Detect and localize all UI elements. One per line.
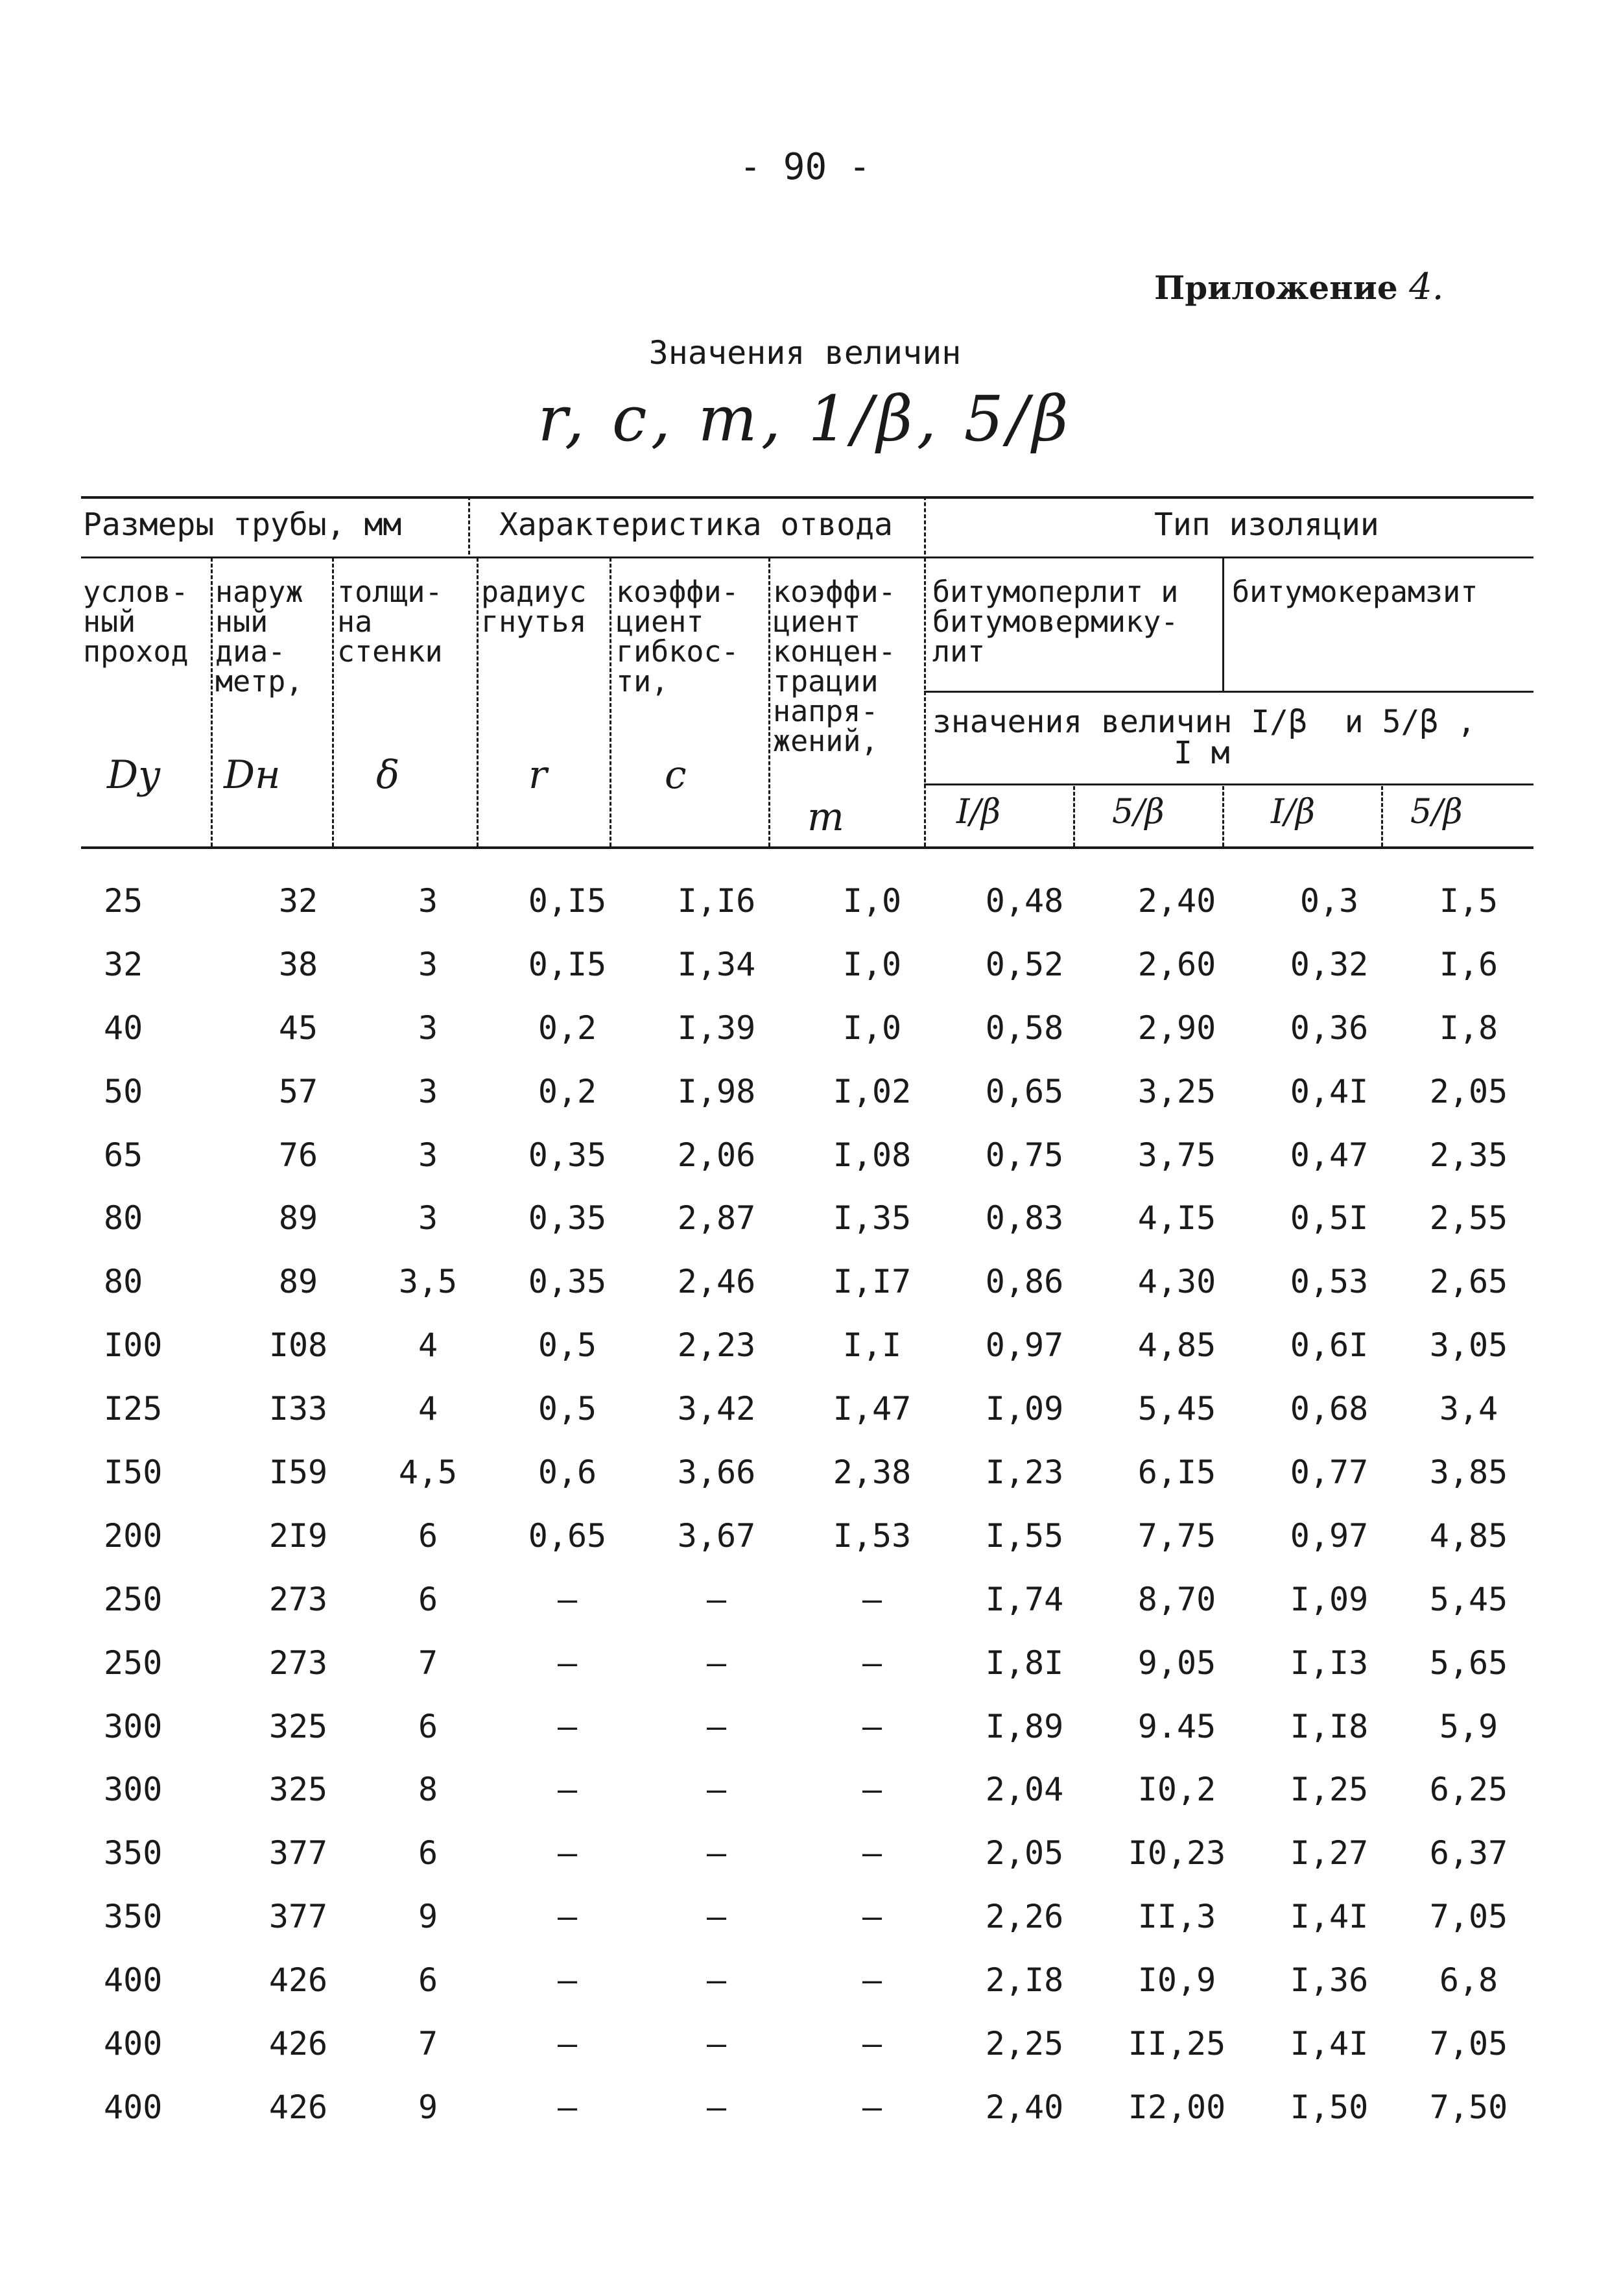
table-cell: 0,6 — [538, 1453, 597, 1491]
table-row — [78, 1695, 1533, 1758]
table-cell: I,98 — [677, 1072, 756, 1110]
table-cell: – — [557, 1580, 578, 1618]
table-cell: 400 — [104, 1961, 163, 2000]
table-cell: I,08 — [833, 1136, 912, 1174]
table-cell: 2,60 — [1137, 945, 1216, 983]
table-cell: 273 — [268, 1644, 328, 1682]
table-row — [78, 1885, 1533, 1948]
table-cell: I,53 — [833, 1516, 912, 1555]
table-cell: 40 — [104, 1009, 143, 1047]
group-bend-characteristics: Характеристика отвода — [499, 507, 893, 543]
table-cell: I2,00 — [1128, 2088, 1226, 2126]
table-row — [78, 1313, 1533, 1377]
sub-header-3: I/β — [1271, 793, 1316, 831]
table-cell: I0,23 — [1128, 1834, 1226, 1872]
table-cell: I,74 — [985, 1580, 1064, 1618]
table-cell: – — [862, 1898, 882, 1936]
table-cell: 0,I5 — [528, 945, 607, 983]
table-cell: 9.45 — [1137, 1707, 1216, 1745]
table-cell: – — [557, 2088, 578, 2126]
table-cell: 6 — [418, 1707, 438, 1745]
table-cell: I,35 — [833, 1199, 912, 1238]
table-cell: 2,35 — [1429, 1136, 1508, 1174]
table-cell: 4,85 — [1137, 1326, 1216, 1365]
table-cell: I,89 — [985, 1707, 1064, 1745]
table-cell: 45 — [278, 1009, 318, 1047]
header-flexibility-coef: коэффи- циент гибкос- ти, — [616, 575, 739, 699]
table-cell: 3,42 — [677, 1390, 756, 1428]
header-rule-insulation — [924, 691, 1533, 693]
table-cell: 80 — [104, 1199, 143, 1238]
table-cell: 3 — [418, 1136, 438, 1174]
appendix-word: Приложение — [1154, 269, 1398, 307]
table-cell: 57 — [278, 1072, 318, 1110]
table-cell: 426 — [268, 2024, 328, 2063]
table-cell: 3,4 — [1439, 1390, 1498, 1428]
table-cell: 0,52 — [985, 945, 1064, 983]
table-cell: I,0 — [842, 881, 902, 920]
header-bend-radius: радиус гнутья — [481, 575, 587, 639]
table-cell: – — [557, 2024, 578, 2063]
table-cell: I50 — [104, 1453, 163, 1491]
table-cell: 0,65 — [985, 1072, 1064, 1110]
table-cell: 0,35 — [528, 1263, 607, 1301]
table-cell: I,34 — [677, 945, 756, 983]
table-cell: 2,38 — [833, 1453, 912, 1491]
table-cell: 0,5I — [1290, 1199, 1369, 1238]
table-cell: 4,5 — [398, 1453, 458, 1491]
table-cell: I,8I — [985, 1644, 1064, 1682]
table-cell: 3 — [418, 1072, 438, 1110]
table-cell: – — [862, 1961, 882, 2000]
table-cell: 2,04 — [985, 1771, 1064, 1809]
header-nominal-bore: услов- ный проход — [83, 575, 189, 669]
table-cell: 25 — [104, 881, 143, 920]
col-divider-2 — [332, 558, 334, 846]
table-cell: 3,5 — [398, 1263, 458, 1301]
group-pipe-size: Размеры трубы, мм — [83, 507, 402, 543]
table-cell: 426 — [268, 1961, 328, 2000]
symbol-dn: Dн — [224, 752, 281, 798]
table-cell: 300 — [104, 1707, 163, 1745]
table-cell: I,02 — [833, 1072, 912, 1110]
table-cell: 6,37 — [1429, 1834, 1508, 1872]
table-cell: 0,35 — [528, 1199, 607, 1238]
table-cell: – — [706, 1961, 727, 2000]
table-cell: I,0 — [842, 945, 902, 983]
table-cell: I59 — [268, 1453, 328, 1491]
table-cell: 2I9 — [268, 1516, 328, 1555]
table-cell: – — [862, 2024, 882, 2063]
header-insulation-keramzit: битумокерамзит — [1232, 575, 1478, 609]
table-cell: 0,3 — [1299, 881, 1359, 920]
header-wall-thickness: толщи- на стенки — [337, 575, 443, 669]
table-cell: 50 — [104, 1072, 143, 1110]
table-row — [78, 1504, 1533, 1568]
table-cell: 5,45 — [1137, 1390, 1216, 1428]
table-cell: – — [862, 2088, 882, 2126]
table-cell: – — [862, 1834, 882, 1872]
table-cell: 7 — [418, 2024, 438, 2063]
table-cell: I,23 — [985, 1453, 1064, 1491]
data-table — [78, 869, 1533, 2139]
table-cell: 7,05 — [1429, 2024, 1508, 2063]
appendix-label — [1154, 266, 1444, 308]
table-cell: 0,5 — [538, 1326, 597, 1365]
table-cell: 32 — [104, 945, 143, 983]
table-cell: 9 — [418, 2088, 438, 2126]
table-cell: II,3 — [1137, 1898, 1216, 1936]
col-divider-6 — [924, 558, 926, 846]
table-cell: 2,26 — [985, 1898, 1064, 1936]
table-cell: – — [557, 1707, 578, 1745]
table-cell: 6 — [418, 1961, 438, 2000]
insulation-divider — [1222, 558, 1224, 691]
table-cell: – — [557, 1771, 578, 1809]
data-table-body — [78, 869, 1533, 2139]
table-cell: 0,97 — [985, 1326, 1064, 1365]
table-cell: I,I — [842, 1326, 902, 1365]
table-row — [78, 1948, 1533, 2012]
table-cell: 4,I5 — [1137, 1199, 1216, 1238]
table-cell: 2,25 — [985, 2024, 1064, 2063]
table-cell: 2,I8 — [985, 1961, 1064, 2000]
header-rule-1 — [81, 556, 1533, 558]
symbol-r: r — [528, 752, 547, 798]
table-cell: I,39 — [677, 1009, 756, 1047]
table-row — [78, 1060, 1533, 1123]
table-row — [78, 996, 1533, 1060]
table-cell: 3 — [418, 945, 438, 983]
table-cell: 4,85 — [1429, 1516, 1508, 1555]
table-row — [78, 1821, 1533, 1885]
sub-divider-1 — [1073, 786, 1075, 846]
table-row — [78, 1250, 1533, 1313]
table-cell: – — [862, 1644, 882, 1682]
table-cell: 0,48 — [985, 881, 1064, 920]
table-cell: I,4I — [1290, 2024, 1369, 2063]
table-cell: 377 — [268, 1898, 328, 1936]
table-cell: I,0 — [842, 1009, 902, 1047]
table-cell: 300 — [104, 1771, 163, 1809]
table-cell: – — [862, 1771, 882, 1809]
table-cell: 2,65 — [1429, 1263, 1508, 1301]
sub-divider-3 — [1381, 786, 1383, 846]
table-row — [78, 1441, 1533, 1504]
table-cell: 3,25 — [1137, 1072, 1216, 1110]
table-cell: 2,06 — [677, 1136, 756, 1174]
table-row — [78, 1568, 1533, 1631]
table-cell: 273 — [268, 1580, 328, 1618]
table-cell: I,I8 — [1290, 1707, 1369, 1745]
table-cell: 4 — [418, 1390, 438, 1428]
table-cell: 6,8 — [1439, 1961, 1498, 2000]
table-cell: 9 — [418, 1898, 438, 1936]
header-top-rule — [81, 496, 1533, 499]
table-cell: 325 — [268, 1771, 328, 1809]
table-cell: 2,40 — [985, 2088, 1064, 2126]
table-cell: 325 — [268, 1707, 328, 1745]
table-cell: 350 — [104, 1898, 163, 1936]
table-cell: 7,75 — [1137, 1516, 1216, 1555]
table-cell: 0,I5 — [528, 881, 607, 920]
table-cell: I,6 — [1439, 945, 1498, 983]
table-cell: – — [557, 1644, 578, 1682]
table-cell: – — [706, 1834, 727, 1872]
table-cell: I0,2 — [1137, 1771, 1216, 1809]
table-cell: 0,65 — [528, 1516, 607, 1555]
table-cell: I,47 — [833, 1390, 912, 1428]
sub-divider-2 — [1222, 786, 1224, 846]
table-cell: 0,83 — [985, 1199, 1064, 1238]
table-cell: – — [557, 1834, 578, 1872]
col-divider-1 — [211, 558, 213, 846]
table-cell: 8 — [418, 1771, 438, 1809]
table-cell: 3 — [418, 1199, 438, 1238]
table-cell: I33 — [268, 1390, 328, 1428]
table-cell: 0,86 — [985, 1263, 1064, 1301]
table-cell: 3,66 — [677, 1453, 756, 1491]
table-cell: 80 — [104, 1263, 143, 1301]
table-cell: 0,6I — [1290, 1326, 1369, 1365]
sub-header-4: 5/β — [1410, 793, 1463, 831]
table-cell: 4 — [418, 1326, 438, 1365]
table-cell: 7,50 — [1429, 2088, 1508, 2126]
header-values-label: значения величин I/β и 5/β , — [932, 704, 1476, 740]
table-cell: 89 — [278, 1263, 318, 1301]
table-cell: – — [706, 1771, 727, 1809]
table-row — [78, 1377, 1533, 1441]
table-cell: I08 — [268, 1326, 328, 1365]
table-cell: – — [706, 1707, 727, 1745]
table-cell: – — [706, 1898, 727, 1936]
symbol-s: δ — [376, 752, 400, 798]
table-cell: 76 — [278, 1136, 318, 1174]
table-cell: 2,90 — [1137, 1009, 1216, 1047]
table-cell: 0,36 — [1290, 1009, 1369, 1047]
table-cell: 2,55 — [1429, 1199, 1508, 1238]
table-cell: I25 — [104, 1390, 163, 1428]
table-cell: 400 — [104, 2088, 163, 2126]
table-cell: 3 — [418, 1009, 438, 1047]
table-row — [78, 933, 1533, 996]
symbol-dy: Dу — [107, 752, 161, 798]
table-cell: 6 — [418, 1580, 438, 1618]
table-cell: I,I3 — [1290, 1644, 1369, 1682]
table-symbols: r, c, m, 1/β, 5/β — [538, 383, 1072, 455]
table-cell: 32 — [278, 881, 318, 920]
table-cell: 0,2 — [538, 1072, 597, 1110]
table-row — [78, 1123, 1533, 1187]
table-cell: – — [706, 1580, 727, 1618]
col-divider-4 — [610, 558, 611, 846]
table-cell: 2,05 — [985, 1834, 1064, 1872]
sub-header-2: 5/β — [1112, 793, 1165, 831]
table-cell: 2,05 — [1429, 1072, 1508, 1110]
header-bottom-rule — [81, 846, 1533, 849]
table-cell: I,09 — [1290, 1580, 1369, 1618]
table-cell: 0,68 — [1290, 1390, 1369, 1428]
table-cell: I,36 — [1290, 1961, 1369, 2000]
table-cell: 6,I5 — [1137, 1453, 1216, 1491]
table-cell: I,4I — [1290, 1898, 1369, 1936]
table-cell: 5,9 — [1439, 1707, 1498, 1745]
table-cell: 4,30 — [1137, 1263, 1216, 1301]
table-cell: I,I7 — [833, 1263, 912, 1301]
appendix-number: 4. — [1409, 266, 1444, 308]
table-cell: 65 — [104, 1136, 143, 1174]
header-outer-diameter: наруж ный диа- метр, — [215, 575, 303, 699]
table-cell: 8,70 — [1137, 1580, 1216, 1618]
table-cell: II,25 — [1128, 2024, 1226, 2063]
table-cell: 200 — [104, 1516, 163, 1555]
table-cell: 2,46 — [677, 1263, 756, 1301]
table-cell: 6 — [418, 1516, 438, 1555]
table-cell: 250 — [104, 1580, 163, 1618]
header-values-unit: I м — [1174, 735, 1230, 771]
table-cell: 5,65 — [1429, 1644, 1508, 1682]
col-divider-3 — [477, 558, 479, 846]
table-row — [78, 1758, 1533, 1821]
table-cell: 3 — [418, 881, 438, 920]
header-insulation-perlite: битумоперлит и битумовермику- лит — [932, 575, 1179, 669]
header-rule-values — [924, 783, 1533, 785]
table-cell: 0,35 — [528, 1136, 607, 1174]
table-row — [78, 869, 1533, 933]
table-cell: 6,25 — [1429, 1771, 1508, 1809]
table-cell: 2,40 — [1137, 881, 1216, 920]
group-insulation-type: Тип изоляции — [1154, 507, 1379, 543]
table-cell: 2,23 — [677, 1326, 756, 1365]
table-cell: I,I6 — [677, 881, 756, 920]
page-number: - 90 - — [739, 146, 871, 188]
table-cell: 5,45 — [1429, 1580, 1508, 1618]
table-cell: 0,32 — [1290, 945, 1369, 983]
table-row — [78, 2075, 1533, 2139]
table-cell: 0,4I — [1290, 1072, 1369, 1110]
table-cell: I,09 — [985, 1390, 1064, 1428]
table-row — [78, 1631, 1533, 1695]
table-cell: 0,97 — [1290, 1516, 1369, 1555]
table-cell: 400 — [104, 2024, 163, 2063]
table-cell: I,25 — [1290, 1771, 1369, 1809]
table-cell: 7,05 — [1429, 1898, 1508, 1936]
table-cell: 3,85 — [1429, 1453, 1508, 1491]
table-cell: 3,67 — [677, 1516, 756, 1555]
table-cell: I,50 — [1290, 2088, 1369, 2126]
table-cell: 3,75 — [1137, 1136, 1216, 1174]
table-cell: 250 — [104, 1644, 163, 1682]
table-cell: 350 — [104, 1834, 163, 1872]
table-cell: 6 — [418, 1834, 438, 1872]
table-cell: 38 — [278, 945, 318, 983]
table-cell: 9,05 — [1137, 1644, 1216, 1682]
table-cell: 0,58 — [985, 1009, 1064, 1047]
table-cell: 2,87 — [677, 1199, 756, 1238]
table-cell: – — [862, 1580, 882, 1618]
table-cell: 0,2 — [538, 1009, 597, 1047]
table-cell: – — [706, 1644, 727, 1682]
table-cell: I,55 — [985, 1516, 1064, 1555]
table-cell: I0,9 — [1137, 1961, 1216, 2000]
symbol-c: c — [665, 752, 687, 798]
table-cell: 0,77 — [1290, 1453, 1369, 1491]
table-cell: 0,5 — [538, 1390, 597, 1428]
table-cell: – — [706, 2024, 727, 2063]
table-cell: – — [862, 1707, 882, 1745]
header-stress-concentration: коэффи- циент концен- трации напря- жений, — [773, 575, 896, 758]
col-divider-5 — [768, 558, 770, 846]
table-cell: I,5 — [1439, 881, 1498, 920]
table-cell: 7 — [418, 1644, 438, 1682]
table-row — [78, 1186, 1533, 1250]
table-title: Значения величин — [648, 334, 962, 372]
table-cell: 0,75 — [985, 1136, 1064, 1174]
table-cell: 377 — [268, 1834, 328, 1872]
table-cell: 0,53 — [1290, 1263, 1369, 1301]
table-cell: I00 — [104, 1326, 163, 1365]
header-divider-2 — [924, 496, 926, 555]
table-cell: – — [706, 2088, 727, 2126]
header-divider-1 — [468, 496, 470, 555]
symbol-m: m — [807, 795, 844, 840]
table-cell: 0,47 — [1290, 1136, 1369, 1174]
table-cell: – — [557, 1898, 578, 1936]
table-cell: 426 — [268, 2088, 328, 2126]
table-cell: – — [557, 1961, 578, 2000]
table-row — [78, 2012, 1533, 2075]
table-cell: 89 — [278, 1199, 318, 1238]
table-cell: 3,05 — [1429, 1326, 1508, 1365]
sub-header-1: I/β — [956, 793, 1001, 831]
table-cell: I,8 — [1439, 1009, 1498, 1047]
table-cell: I,27 — [1290, 1834, 1369, 1872]
